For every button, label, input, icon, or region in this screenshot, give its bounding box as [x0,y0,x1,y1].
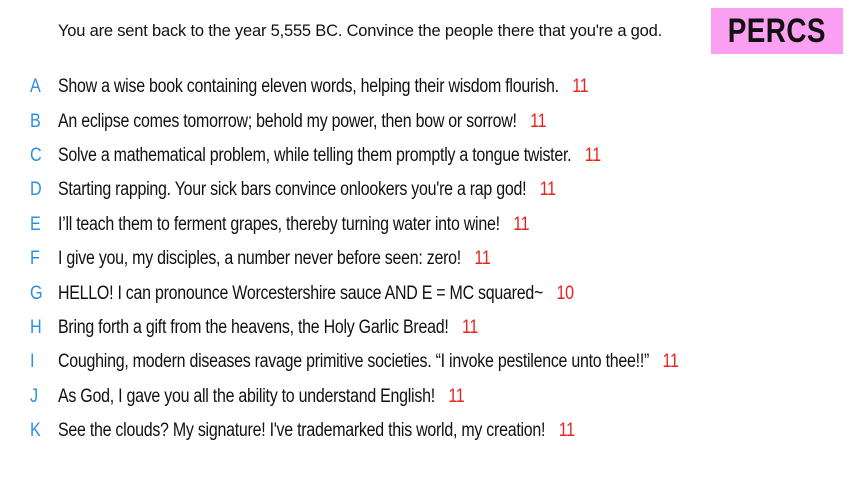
answer-score: 10 [556,282,574,304]
answer-letter: K [30,420,41,442]
answer-text: I give you, my disciples, a number never before seen: zero! [58,248,461,270]
answer-letter: G [30,282,43,304]
answer-letter: J [30,385,39,407]
answer-text: Bring forth a gift from the heavens, the Holy Garlic Bread! [58,316,449,338]
answer-letter: I [30,351,35,373]
answer-text: Starting rapping. Your sick bars convince onlookers you're a rap god! [58,179,527,201]
answer-text: Coughing, modern diseases ravage primitive societies. “I invoke pestilence unto thee!!” [58,351,650,373]
answer-letter: E [30,213,41,235]
answer-score: 11 [584,144,601,166]
answer-text: Solve a mathematical problem, while telling them promptly a tongue twister. [58,144,572,166]
answer-letter: A [30,76,41,98]
answer-score: 11 [513,213,530,235]
percs-logo [711,8,843,54]
answer-text: I’ll teach them to ferment grapes, thereby turning water into wine! [58,213,500,235]
answer-text: Show a wise book containing eleven words, helping their wisdom flourish. [58,76,559,98]
prompt-text: You are sent back to the year 5,555 BC. Convince the people there that you're a god. [58,22,662,40]
answer-score: 11 [539,179,556,201]
answer-text: See the clouds? My signature! I've trademarked this world, my creation! [58,420,546,442]
answer-text: An eclipse comes tomorrow; behold my power, then bow or sorrow! [58,110,517,132]
answer-score: 11 [461,316,479,338]
logo-text: PERCS [727,12,827,50]
answer-letter: B [30,110,41,132]
answer-letter: H [30,316,42,338]
answer-score: 11 [558,420,575,442]
answer-text: As God, I gave you all the ability to understand English! [58,385,435,407]
answer-score: 11 [530,110,547,132]
answer-text: HELLO! I can pronounce Worcestershire sauce AND E = MC squared~ [58,282,544,304]
answer-letter: D [30,179,42,201]
answer-letter: F [30,248,40,270]
answer-score: 11 [662,351,679,373]
answer-score: 11 [572,76,589,98]
answer-letter: C [30,144,42,166]
answer-score: 11 [474,248,491,270]
answer-score: 11 [448,385,465,407]
